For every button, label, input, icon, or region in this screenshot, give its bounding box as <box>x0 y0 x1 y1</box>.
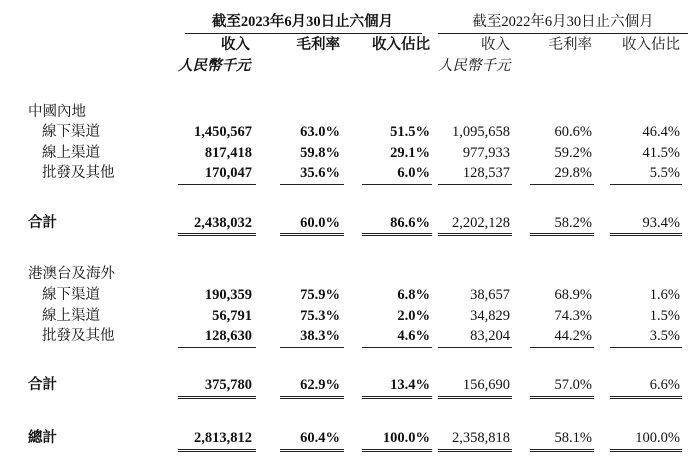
double-rule <box>362 396 432 399</box>
period-2023-underline <box>185 33 422 34</box>
rule <box>362 184 432 185</box>
revenue-table: 截至2023年6月30日止六個月 截至2022年6月30日止六個月 收入 毛利率 收入佔比 收入 毛利率 收入佔比 人民幣千元 人民幣千元 中國內地 線下渠道 1,450,567 63.0% 51.5% 1,095,658 60.6% 46.4% 線上渠道 817,418 59.8% 29.1% 977,933 59.2% 41.5% 批發及其他 170,047 35.6% 6.0% 128,537 29.8% 5.5% 合計 2,438,032 60.0% 86.6% 2,202,128 58.2% 93.4% 港澳台及海外 線下渠道 190,359 75.9% 6.8% 38,657 68.9% 1.6% 線上渠道 56,791 75.3% 2.0% 34,829 74.3% 1.5% 批發及其他 128,630 38.3% 4.6% 83,204 44.2% 3.5% 合計 375,780 62.9% 13.4% 156,690 57.0% 6.6% 總計 2,813,812 60.4% 100.0% 2,358,818 58.1% 100.0% <box>0 0 700 465</box>
double-rule <box>610 396 682 399</box>
col-margin-2022: 毛利率 <box>548 37 592 53</box>
rule <box>438 347 512 348</box>
double-rule <box>530 449 594 452</box>
section-title-mainland: 中國內地 <box>28 104 86 120</box>
rule <box>438 184 512 185</box>
double-rule <box>178 233 256 236</box>
double-rule <box>530 396 594 399</box>
rule <box>178 347 256 348</box>
double-rule <box>530 233 594 236</box>
double-rule <box>438 396 512 399</box>
period-2022-heading: 截至2022年6月30日止六個月 <box>472 14 654 30</box>
col-margin-2023: 毛利率 <box>296 37 340 53</box>
period-2022-underline <box>438 33 688 34</box>
double-rule <box>280 233 344 236</box>
double-rule <box>362 449 432 452</box>
double-rule <box>438 449 512 452</box>
double-rule <box>610 233 682 236</box>
rule <box>530 184 594 185</box>
double-rule <box>362 233 432 236</box>
unit-2023: 人民幣千元 <box>178 58 251 74</box>
col-revenue-2023: 收入 <box>221 37 250 53</box>
section-title-overseas: 港澳台及海外 <box>28 266 115 282</box>
col-share-2023: 收入佔比 <box>372 37 430 53</box>
double-rule <box>438 233 512 236</box>
double-rule <box>178 396 256 399</box>
col-revenue-2022: 收入 <box>481 37 510 53</box>
rule <box>178 184 256 185</box>
rule <box>280 184 344 185</box>
unit-2022: 人民幣千元 <box>438 58 511 74</box>
double-rule <box>280 396 344 399</box>
rule <box>610 347 682 348</box>
rule <box>530 347 594 348</box>
double-rule <box>280 449 344 452</box>
double-rule <box>178 449 256 452</box>
rule <box>280 347 344 348</box>
rule <box>610 184 682 185</box>
double-rule <box>610 449 682 452</box>
rule <box>362 347 432 348</box>
period-2023-heading: 截至2023年6月30日止六個月 <box>211 14 394 30</box>
col-share-2022: 收入佔比 <box>622 37 680 53</box>
